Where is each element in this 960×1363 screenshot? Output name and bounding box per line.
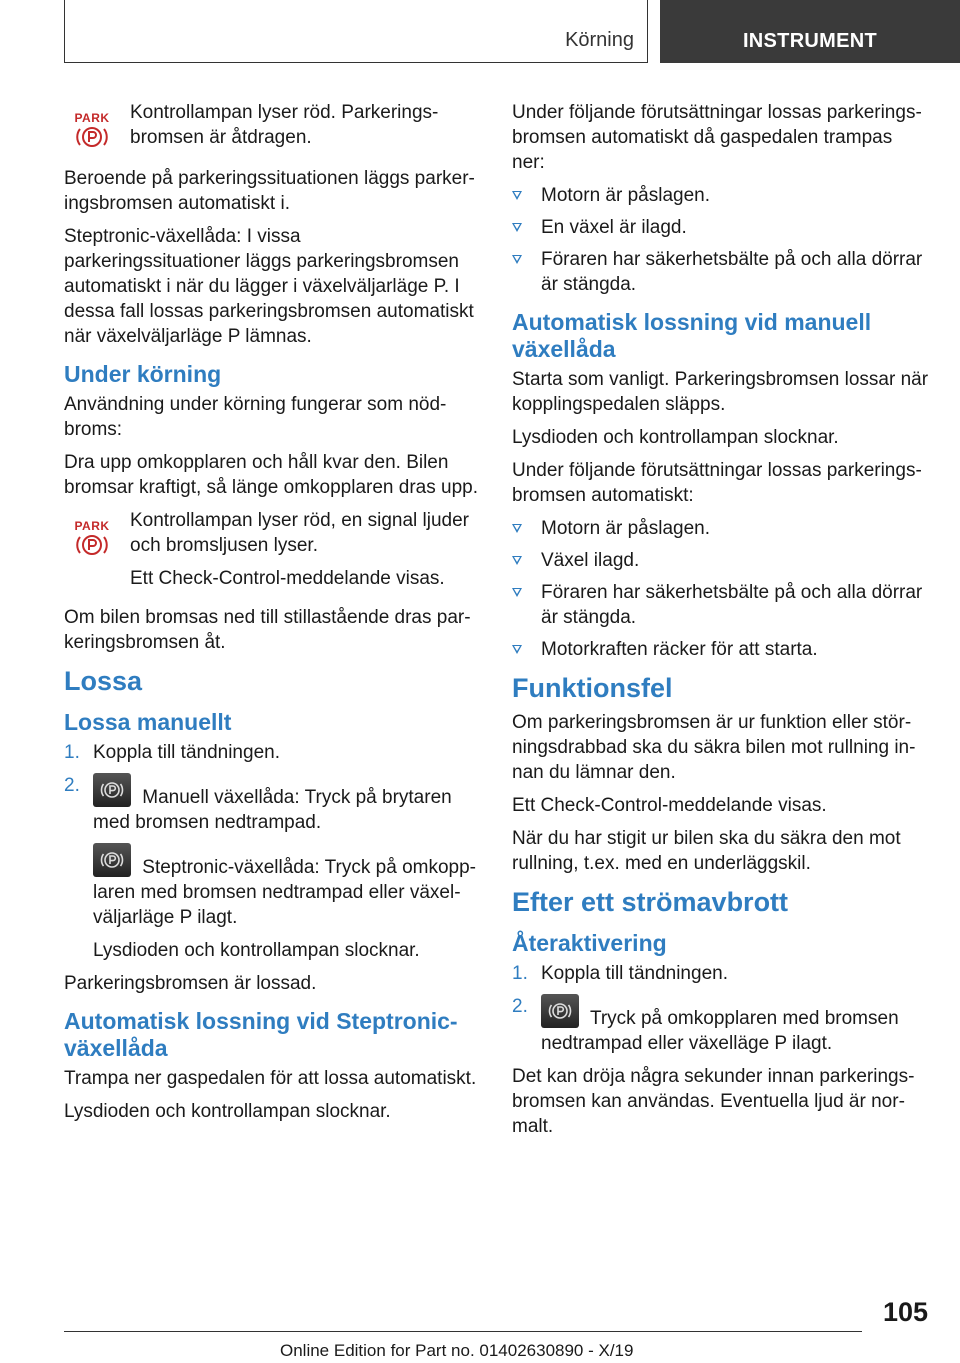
section-title: Körning: [565, 29, 634, 51]
park-warning-note: PARK Kontrollampan lyser röd, en signal ljuder och bromsljusen lyser. Ett Check-Control-meddelande visas.: [74, 510, 470, 589]
paragraph: Ett Check-Control-meddelande visas.: [512, 795, 827, 816]
parking-brake-switch-icon: [541, 994, 579, 1028]
paragraph: Beroende på parkeringssituationen läggs parkeringsbromsen automatiskt i.: [64, 168, 475, 214]
list-item: Motorn är påslagen.: [512, 516, 930, 541]
paragraph: Under följande förutsättningar lossas parkeringsbromsen automatiskt:: [512, 460, 922, 506]
conditions-list-1: [512, 183, 930, 297]
park-warning-note: PARK Kontrollampan lyser röd. Parkeringsbromsen är åtdragen.: [74, 102, 439, 148]
paragraph: Lysdioden och kontrollampan slocknar.: [64, 1101, 391, 1122]
reactivation-steps: [512, 961, 930, 1056]
sub-step: Steptronic-växellåda: Tryck på omkopplaren med bromsen nedtrampad eller växelväljarläge P ilagt.: [64, 843, 482, 930]
paragraph: Parkeringsbromsen är lossad.: [64, 973, 317, 994]
paragraph: Starta som vanligt. Parkeringsbromsen lossar när kopplingspedalen släpps.: [512, 369, 929, 415]
conditions-list-2: [512, 516, 930, 662]
right-column: [512, 100, 930, 1147]
list-item: 1. Koppla till tändningen.: [512, 963, 728, 984]
paragraph: Lysdioden och kontrollampan slocknar.: [93, 940, 420, 961]
heading-stromavbrott: Efter ett strömavbrott: [512, 887, 789, 917]
triangle-bullet-icon: [512, 556, 522, 565]
paragraph: Användning under körning fungerar som nödbroms:: [64, 394, 447, 440]
park-brake-warning-icon: PARK: [74, 520, 110, 558]
paragraph: Under följande förutsättningar lossas parkeringsbromsen automatiskt då gaspedalen trampas ner:: [512, 102, 922, 173]
heading-lossa: Lossa: [64, 666, 143, 696]
header-frame: [64, 0, 648, 63]
list-item: Motorn är påslagen.: [512, 183, 930, 208]
paragraph: När du har stigit ur bilen ska du säkra den mot rullning, t.ex. med en underläggskil.: [512, 828, 901, 874]
park-brake-warning-icon: PARK: [74, 112, 110, 150]
parking-brake-switch-icon: [93, 843, 131, 877]
left-column: [64, 100, 482, 1132]
triangle-bullet-icon: [512, 255, 522, 264]
footer-divider: [64, 1331, 862, 1332]
triangle-bullet-icon: [512, 524, 522, 533]
triangle-bullet-icon: [512, 588, 522, 597]
triangle-bullet-icon: [512, 645, 522, 654]
list-item: 1. Koppla till tändningen.: [64, 742, 280, 763]
list-item: Föraren har säkerhetsbälte på och alla dörrar är stängda.: [512, 247, 930, 297]
heading-funktionsfel: Funktionsfel: [512, 673, 673, 703]
release-steps: [64, 740, 482, 835]
page-number: 105: [882, 1297, 928, 1327]
list-item: Växel ilagd.: [512, 548, 930, 573]
heading-under-korning: Under körning: [64, 361, 222, 387]
paragraph: Steptronic-växellåda: I vissa parkeringssituationer läggs parkeringsbromsen automatiskt i när du lägger i växelväljarläge P. I dessa fall lossas parkeringsbromsen automatiskt när växelväljarläge P lämnas.: [64, 226, 474, 347]
heading-auto-steptronic: Automatisk lossning vid Steptronic-växellåda: [64, 1008, 458, 1061]
chapter-tab: INSTRUMENT: [660, 0, 960, 63]
parking-brake-switch-icon: [93, 773, 131, 807]
paragraph: Trampa ner gaspedalen för att lossa automatiskt.: [64, 1068, 477, 1089]
heading-ateraktivering: Återaktivering: [512, 930, 667, 956]
list-item: 2. Manuell växellåda: Tryck på brytaren med bromsen nedtrampad.: [64, 775, 452, 833]
paragraph: Det kan dröja några sekunder innan parkeringsbromsen kan användas. Eventuella ljud är normalt.: [512, 1066, 915, 1137]
paragraph: Lysdioden och kontrollampan slocknar.: [512, 427, 839, 448]
triangle-bullet-icon: [512, 223, 522, 232]
edition-footer: Online Edition for Part no. 01402630890 - X/19: [280, 1341, 634, 1360]
paragraph: Dra upp omkopplaren och håll kvar den. Bilen bromsar kraftigt, så länge omkopplaren dras upp.: [64, 452, 478, 498]
paragraph: Om bilen bromsas ned till stillastående dras parkeringsbromsen åt.: [64, 607, 471, 653]
list-item: En växel är ilagd.: [512, 215, 930, 240]
list-item: Motorkraften räcker för att starta.: [512, 637, 930, 662]
triangle-bullet-icon: [512, 191, 522, 200]
list-item: 2. Tryck på omkopplaren med bromsen nedtrampad eller växelläge P ilagt.: [512, 996, 899, 1054]
paragraph: Om parkeringsbromsen är ur funktion eller störningsdrabbad ska du säkra bilen mot rullning innan du lämnar den.: [512, 712, 916, 783]
heading-auto-manuell: Automatisk lossning vid manuell växellåda: [512, 309, 872, 362]
list-item: Föraren har säkerhetsbälte på och alla dörrar är stängda.: [512, 580, 930, 630]
heading-lossa-manuellt: Lossa manuellt: [64, 709, 232, 735]
